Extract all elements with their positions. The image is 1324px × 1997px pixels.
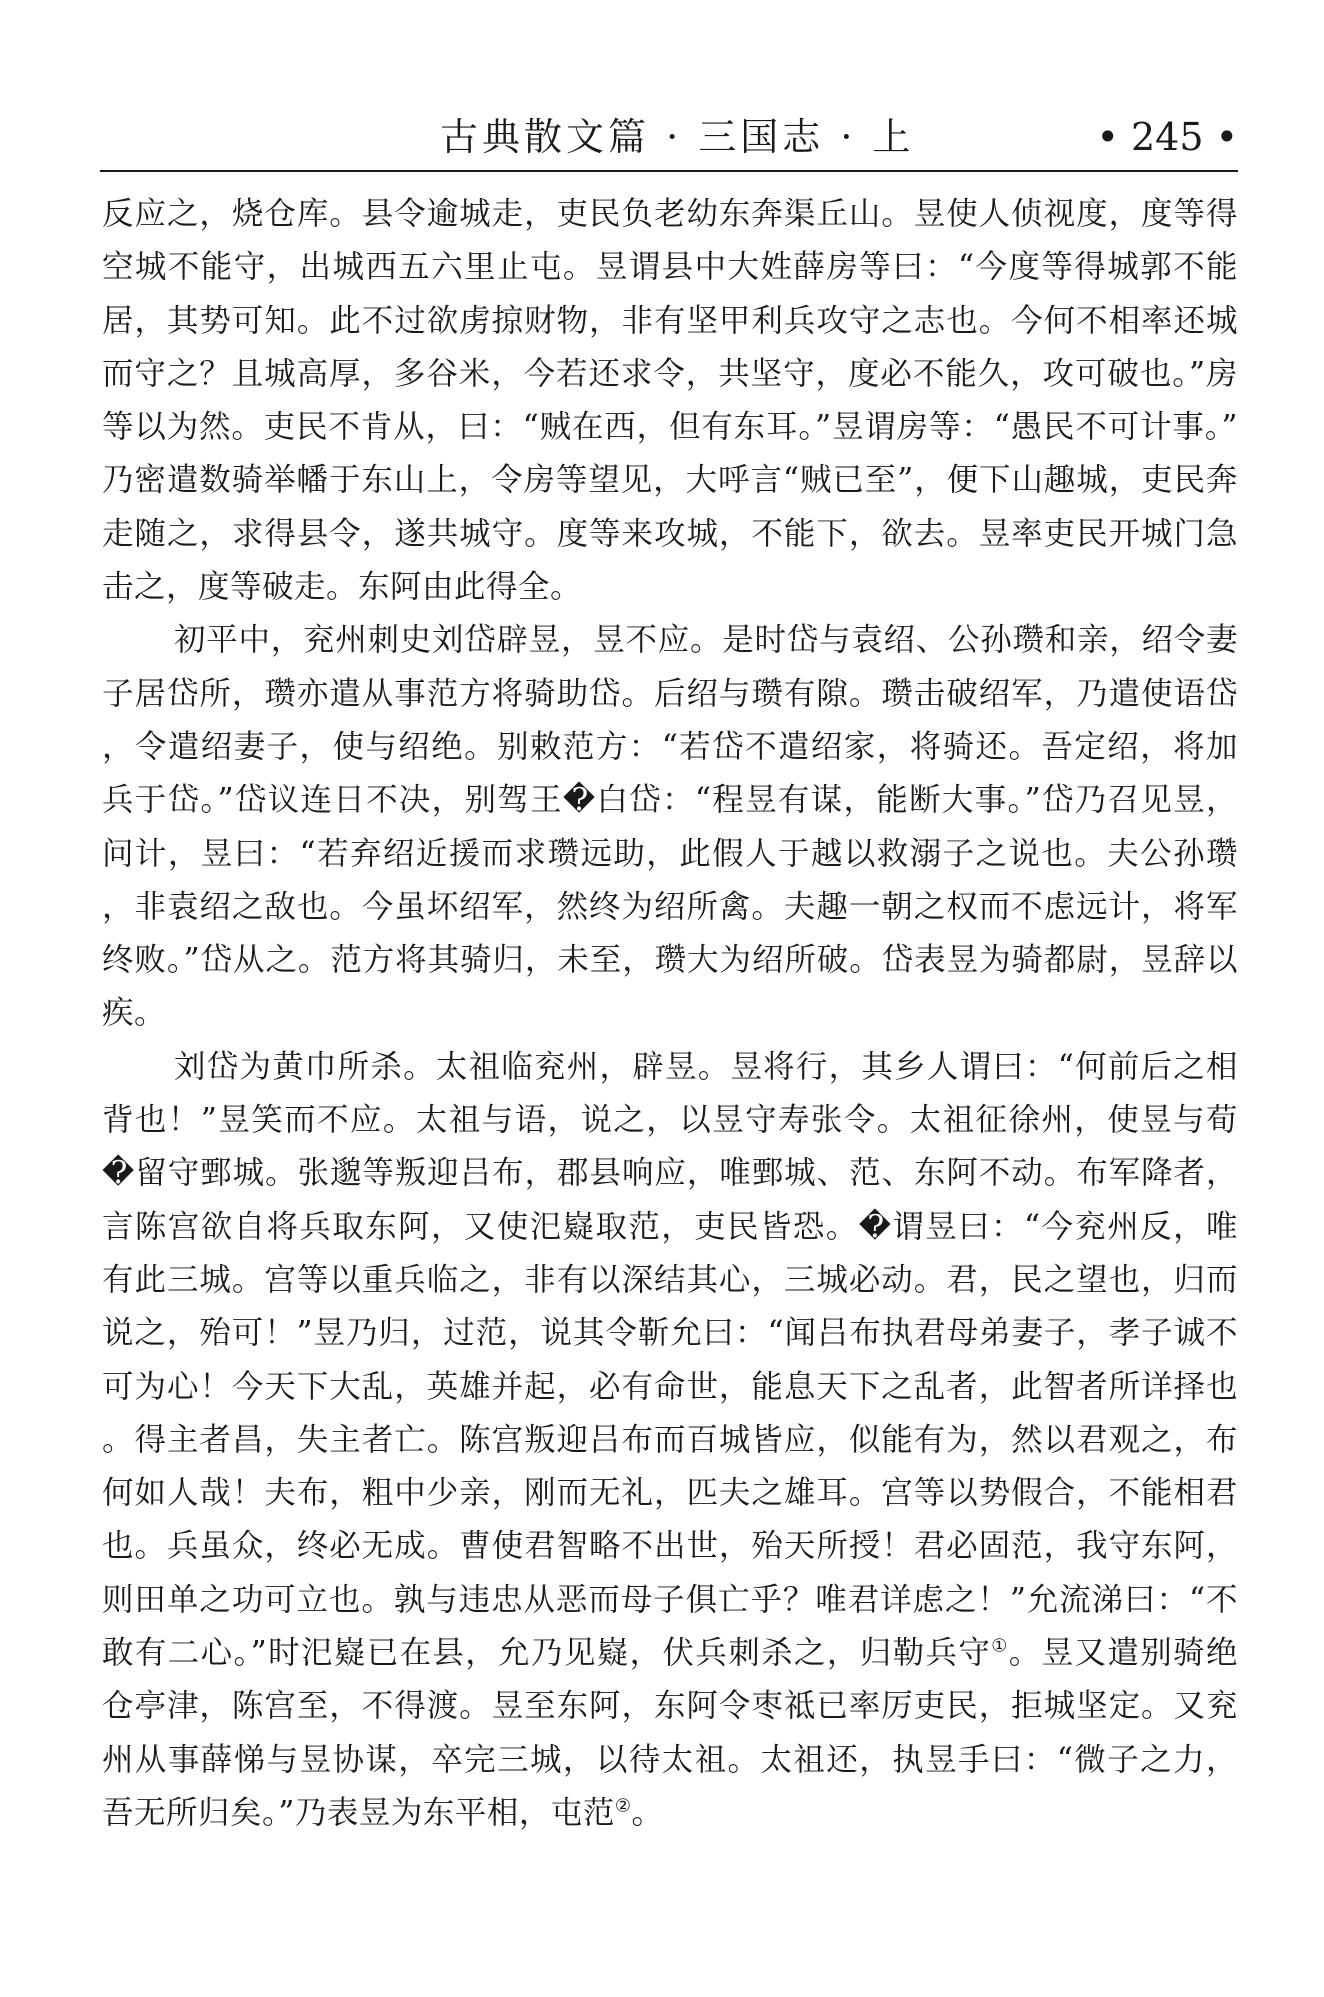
page-number: • 245 •	[1096, 115, 1238, 159]
paragraph-1: 反应之，烧仓库。县令逾城走，吏民负老幼东奔渠丘山。昱使人侦视度，度等得空城不能守，出城西五六里止屯。昱谓县中大姓薛房等曰：“今度等得城郭不能居，其势可知。此不过欲虏掠财物，非有坚甲利兵攻守之志也。今何不相率还城而守之？且城高厚，多谷米，今若还求令，共坚守，度必不能久，攻可破也。”房等以为然。吏民不肯从，曰：“贼在西，但有东耳。”昱谓房等：“愚民不可计事。”乃密遣数骑举幡于东山上，令房等望见，大呼言“贼已至”，便下山趣城，吏民奔走随之，求得县令，遂共城守。度等来攻城，不能下，欲去。昱率吏民开城门急击之，度等破走。东阿由此得全。	[102, 196, 1238, 606]
paragraph-3-part-2: 。昱又遣别骑绝仓亭津，陈宫至，不得渡。昱至东阿，东阿令枣祗已率厉吏民，拒城坚定。又兖州从事薛悌与昱协谋，卒完三城，以待太祖。太祖还，执昱手曰：“微子之力，吾无所归矣。”乃表昱为东平相，屯范	[102, 1635, 1238, 1831]
paragraph-3	[102, 1041, 1238, 1840]
footnote-marker-1: ①	[991, 1635, 1009, 1657]
header-title: 古典散文篇 · 三国志 · 上	[440, 115, 915, 159]
body-text	[102, 188, 1238, 1840]
paragraph-3-part-1: 刘岱为黄巾所杀。太祖临兖州，辟昱。昱将行，其乡人谓曰：“何前后之相背也！”昱笑而不应。太祖与语，说之，以昱守寿张令。太祖征徐州，使昱与荀�留守鄄城。张邈等叛迎吕布，郡县响应，唯鄄城、范、东阿不动。布军降者，言陈宫欲自将兵取东阿，又使汜嶷取范，吏民皆恐。�谓昱曰：“今兖州反，唯有此三城。宫等以重兵临之，非有以深结其心，三城必动。君，民之望也，归而说之，殆可！”昱乃归，过范，说其令靳允曰：“闻吕布执君母弟妻子，孝子诚不可为心！今天下大乱，英雄并起，必有命世，能息天下之乱者，此智者所详择也。得主者昌，失主者亡。陈宫叛迎吕布而百城皆应，似能有为，然以君观之，布何如人哉！夫布，粗中少亲，刚而无礼，匹夫之雄耳。宫等以势假合，不能相君也。兵虽众，终必无成。曹使君智略不出世，殆天所授！君必固范，我守东阿，则田单之功可立也。孰与违忠从恶而母子俱亡乎？唯君详虑之！”允流涕曰：“不敢有二心。”时汜嶷已在县，允乃见嶷，伏兵刺杀之，归勒兵守	[102, 1048, 1238, 1672]
running-header	[100, 108, 1238, 174]
paragraph-3-end: 。	[631, 1794, 664, 1831]
header-rule	[100, 170, 1238, 172]
footnote-marker-2: ②	[614, 1795, 632, 1817]
paragraph-2: 初平中，兖州刺史刘岱辟昱，昱不应。是时岱与袁绍、公孙瓒和亲，绍令妻子居岱所，瓒亦遣从事范方将骑助岱。后绍与瓒有隙。瓒击破绍军，乃遣使语岱，令遣绍妻子，使与绍绝。别敕范方：“若岱不遣绍家，将骑还。吾定绍，将加兵于岱。”岱议连日不决，别驾王�白岱：“程昱有谋，能断大事。”岱乃召见昱，问计，昱曰：“若弃绍近援而求瓒远助，此假人于越以救溺子之说也。夫公孙瓒，非袁绍之敌也。今虽坏绍军，然终为绍所禽。夫趣一朝之权而不虑远计，将军终败。”岱从之。范方将其骑归，未至，瓒大为绍所破。岱表昱为骑都尉，昱辞以疾。	[102, 622, 1238, 1032]
